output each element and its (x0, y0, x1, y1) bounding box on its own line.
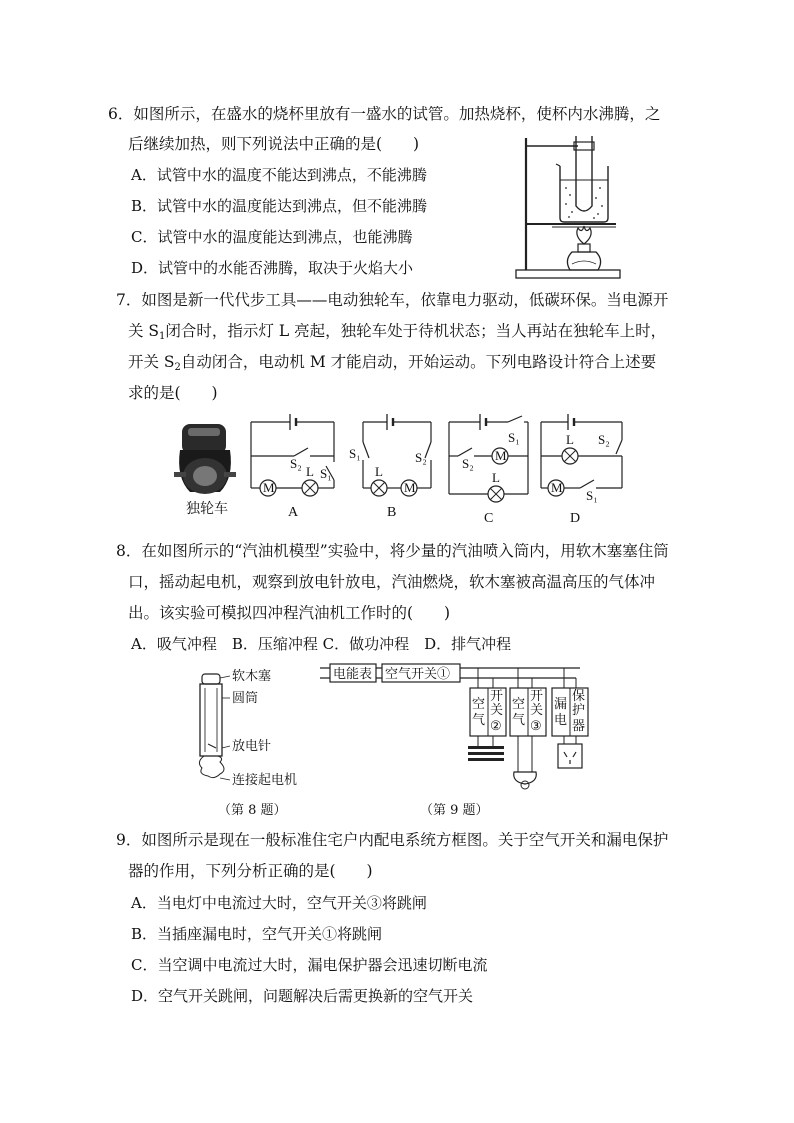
svg-text:L: L (566, 432, 574, 447)
svg-text:S₁: S₁ (320, 466, 332, 481)
sw3-label-1: 开 (530, 688, 544, 703)
circuit-d-label: D (570, 511, 581, 526)
label-cork: 软木塞 (232, 668, 272, 683)
main-switch-label: 空气开关① (385, 666, 451, 681)
label-generator: 连接起电机 (232, 772, 298, 787)
svg-text:M: M (495, 448, 507, 463)
sw2-label-1: 开 (490, 688, 504, 703)
circuit-c (446, 410, 536, 526)
q6-option-b: B．试管中水的温度能达到沸点，但不能沸腾 (131, 197, 428, 215)
svg-text:M: M (551, 480, 563, 495)
circuit-a (248, 410, 338, 520)
svg-text:S₂: S₂ (462, 456, 474, 471)
q9-line2: 器的作用，下列分析正确的是( ) (128, 862, 373, 880)
q9-option-a: A．当电灯中电流过大时，空气开关③将跳闸 (131, 894, 427, 912)
svg-text:S₁: S₁ (349, 446, 361, 461)
q7-line3 (128, 352, 656, 378)
svg-text:S₂: S₂ (290, 456, 302, 471)
q7-line3-sub: 2 (174, 362, 181, 373)
q8-line2: 口，摇动起电机，观察到放电针放电，汽油燃烧，软木塞被高温高压的气体冲 (128, 573, 656, 591)
q9-option-d: D．空气开关跳闸，问题解决后需更换新的空气开关 (131, 987, 474, 1005)
q9-option-c: C．当空调中电流过大时，漏电保护器会迅速切断电流 (131, 956, 488, 974)
q7-line3-b: 自动闭合，电动机 M 才能启动，开始运动。下列电路设计符合上述要 (180, 353, 657, 371)
ac-label-2: 气 (472, 712, 486, 727)
q6-option-a: A．试管中水的温度不能达到沸点，不能沸腾 (131, 166, 427, 184)
svg-text:S₂: S₂ (598, 432, 610, 447)
svg-text:S₁: S₁ (586, 488, 598, 503)
q6-line1: 6．如图所示，在盛水的烧杯里放有一盛水的试管。加热烧杯，使杯内水沸腾，之 (108, 105, 661, 123)
svg-text:L: L (492, 470, 500, 485)
q6-option-c: C．试管中水的温度能达到沸点，也能沸腾 (131, 228, 413, 246)
q7-line3-a: 开关 S (128, 353, 175, 371)
circuit-c-label: C (484, 511, 494, 526)
q8-line1: 8．在如图所示的“汽油机模型”实验中，将少量的汽油喷入筒内，用软木塞塞住筒 (116, 542, 669, 560)
q6-option-d: D．试管中的水能否沸腾，取决于火焰大小 (131, 259, 414, 277)
q9-caption: （第 9 题） (420, 803, 489, 818)
q9-line1: 9．如图所示是现在一般标准住宅户内配电系统方框图。关于空气开关和漏电保护 (116, 831, 669, 849)
svg-text:S₁: S₁ (508, 430, 520, 445)
label-needle: 放电针 (232, 738, 272, 753)
engine-model-figure (190, 668, 320, 798)
ac-label-1: 空 (472, 696, 486, 711)
circuit-a-label: A (288, 505, 299, 520)
svg-text:M: M (263, 480, 275, 495)
prot-label-3: 器 (572, 718, 586, 733)
unicycle-image (170, 420, 240, 520)
q7-line2 (128, 321, 666, 347)
q7-line2-b: 闭合时，指示灯 L 亮起，独轮车处于待机状态；当人再站在独轮车上时， (165, 322, 667, 340)
q8-options: A．吸气冲程 B．压缩冲程 C．做功冲程 D．排气冲程 (131, 635, 512, 653)
air-label-2: 气 (512, 712, 526, 727)
circuit-d (538, 410, 628, 526)
q7-line4: 求的是( ) (128, 384, 218, 402)
svg-text:S₂: S₂ (415, 450, 427, 465)
svg-text:L: L (306, 464, 314, 479)
sw2-label-3: ② (490, 718, 502, 733)
boiling-apparatus-figure (512, 128, 627, 283)
distribution-diagram (318, 660, 598, 795)
sw3-label-3: ③ (530, 718, 542, 733)
q9-option-b: B．当插座漏电时，空气开关①将跳闸 (131, 925, 383, 943)
unicycle-caption: 独轮车 (186, 502, 228, 517)
q8-caption: （第 8 题） (218, 803, 287, 818)
leak-label-2: 电 (554, 712, 568, 727)
label-cylinder: 圆筒 (232, 690, 259, 705)
prot-label-1: 保 (572, 688, 586, 703)
circuit-b (345, 410, 435, 520)
sw3-label-2: 关 (530, 702, 544, 717)
q8-line3: 出。该实验可模拟四冲程汽油机工作时的( ) (128, 604, 451, 622)
prot-label-2: 护 (572, 702, 586, 717)
q6-line2: 后继续加热，则下列说法中正确的是( ) (128, 135, 420, 153)
leak-label-1: 漏 (554, 696, 568, 711)
q7-line2-a: 关 S (128, 322, 160, 340)
air-label-1: 空 (512, 696, 526, 711)
meter-label: 电能表 (333, 666, 373, 681)
circuit-b-label: B (387, 505, 397, 520)
q7-line1: 7．如图是新一代代步工具——电动独轮车，依靠电力驱动，低碳环保。当电源开 (116, 291, 669, 309)
svg-text:M: M (404, 480, 416, 495)
q7-line2-sub: 1 (159, 331, 166, 342)
sw2-label-2: 关 (490, 702, 504, 717)
svg-text:L: L (375, 464, 383, 479)
